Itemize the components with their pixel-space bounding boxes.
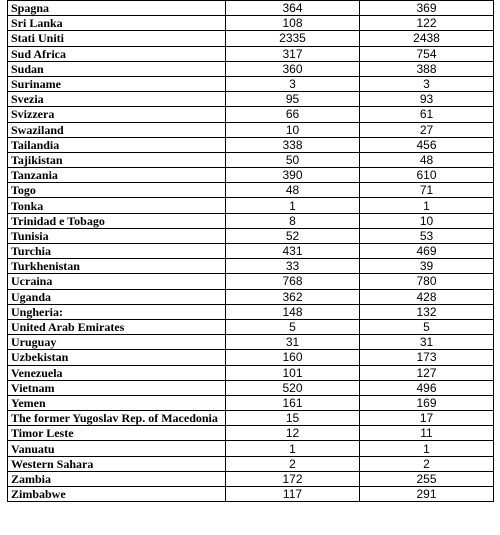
- value-cell-1: 66: [226, 107, 360, 122]
- table-row: [8, 46, 494, 61]
- table-row: [8, 137, 494, 152]
- value-cell-1: 8: [226, 213, 360, 228]
- country-cell: Svizzera: [8, 107, 226, 122]
- value-cell-1: 48: [226, 183, 360, 198]
- table-row: [8, 350, 494, 365]
- value-cell-1: 1: [226, 198, 360, 213]
- table-row: [8, 213, 494, 228]
- table-row: [8, 61, 494, 76]
- value-cell-2: 173: [360, 350, 494, 365]
- value-cell-1: 161: [226, 395, 360, 410]
- country-cell: Suriname: [8, 76, 226, 91]
- country-cell: The former Yugoslav Rep. of Macedonia: [8, 411, 226, 426]
- country-cell: Timor Leste: [8, 426, 226, 441]
- table-row: [8, 168, 494, 183]
- table-row: [8, 92, 494, 107]
- value-cell-2: 31: [360, 335, 494, 350]
- value-cell-1: 15: [226, 411, 360, 426]
- value-cell-2: 456: [360, 137, 494, 152]
- value-cell-1: 101: [226, 365, 360, 380]
- value-cell-1: 431: [226, 244, 360, 259]
- table-row: [8, 426, 494, 441]
- country-cell: Venezuela: [8, 365, 226, 380]
- country-cell: Sud Africa: [8, 46, 226, 61]
- value-cell-1: 390: [226, 168, 360, 183]
- value-cell-2: 2: [360, 456, 494, 471]
- value-cell-2: 127: [360, 365, 494, 380]
- value-cell-2: 496: [360, 380, 494, 395]
- value-cell-1: 160: [226, 350, 360, 365]
- value-cell-1: 2335: [226, 31, 360, 46]
- country-cell: Tunisia: [8, 228, 226, 243]
- country-cell: Vietnam: [8, 380, 226, 395]
- value-cell-1: 33: [226, 259, 360, 274]
- country-cell: Ungheria:: [8, 304, 226, 319]
- table-row: [8, 471, 494, 486]
- country-cell: United Arab Emirates: [8, 319, 226, 334]
- country-cell: Yemen: [8, 395, 226, 410]
- table-row: [8, 183, 494, 198]
- country-cell: Sudan: [8, 61, 226, 76]
- value-cell-2: 71: [360, 183, 494, 198]
- value-cell-1: 362: [226, 289, 360, 304]
- table-body: [8, 1, 494, 502]
- table-row: [8, 441, 494, 456]
- country-cell: Stati Uniti: [8, 31, 226, 46]
- value-cell-2: 27: [360, 122, 494, 137]
- value-cell-2: 122: [360, 16, 494, 31]
- value-cell-2: 10: [360, 213, 494, 228]
- value-cell-1: 520: [226, 380, 360, 395]
- table-row: [8, 122, 494, 137]
- country-cell: Ucraina: [8, 274, 226, 289]
- value-cell-1: 768: [226, 274, 360, 289]
- value-cell-2: 11: [360, 426, 494, 441]
- value-cell-1: 108: [226, 16, 360, 31]
- country-cell: Vanuatu: [8, 441, 226, 456]
- table-row: [8, 380, 494, 395]
- table-row: [8, 31, 494, 46]
- country-cell: Trinidad e Tobago: [8, 213, 226, 228]
- value-cell-2: 780: [360, 274, 494, 289]
- value-cell-2: 469: [360, 244, 494, 259]
- value-cell-2: 388: [360, 61, 494, 76]
- value-cell-2: 754: [360, 46, 494, 61]
- table-row: [8, 289, 494, 304]
- country-cell: Western Sahara: [8, 456, 226, 471]
- table-row: [8, 1, 494, 16]
- table-row: [8, 395, 494, 410]
- value-cell-1: 50: [226, 152, 360, 167]
- value-cell-1: 117: [226, 487, 360, 502]
- country-cell: Togo: [8, 183, 226, 198]
- table-row: [8, 198, 494, 213]
- country-cell: Tajikistan: [8, 152, 226, 167]
- value-cell-1: 5: [226, 319, 360, 334]
- country-cell: Sri Lanka: [8, 16, 226, 31]
- country-cell: Tanzania: [8, 168, 226, 183]
- table-row: [8, 365, 494, 380]
- value-cell-1: 1: [226, 441, 360, 456]
- country-cell: Turkhenistan: [8, 259, 226, 274]
- value-cell-1: 31: [226, 335, 360, 350]
- table-row: [8, 228, 494, 243]
- value-cell-1: 3: [226, 76, 360, 91]
- country-cell: Svezia: [8, 92, 226, 107]
- value-cell-2: 369: [360, 1, 494, 16]
- table-row: [8, 76, 494, 91]
- country-cell: Zambia: [8, 471, 226, 486]
- value-cell-1: 364: [226, 1, 360, 16]
- value-cell-2: 48: [360, 152, 494, 167]
- value-cell-2: 291: [360, 487, 494, 502]
- value-cell-2: 610: [360, 168, 494, 183]
- table-row: [8, 244, 494, 259]
- value-cell-2: 61: [360, 107, 494, 122]
- value-cell-1: 148: [226, 304, 360, 319]
- country-cell: Zimbabwe: [8, 487, 226, 502]
- value-cell-1: 317: [226, 46, 360, 61]
- value-cell-2: 2438: [360, 31, 494, 46]
- country-cell: Tonka: [8, 198, 226, 213]
- value-cell-1: 172: [226, 471, 360, 486]
- value-cell-2: 93: [360, 92, 494, 107]
- value-cell-2: 17: [360, 411, 494, 426]
- value-cell-2: 3: [360, 76, 494, 91]
- country-cell: Uruguay: [8, 335, 226, 350]
- country-data-table: [7, 0, 494, 502]
- country-cell: Swaziland: [8, 122, 226, 137]
- value-cell-2: 5: [360, 319, 494, 334]
- table-row: [8, 259, 494, 274]
- value-cell-1: 95: [226, 92, 360, 107]
- table-row: [8, 411, 494, 426]
- table-row: [8, 304, 494, 319]
- value-cell-2: 255: [360, 471, 494, 486]
- value-cell-1: 338: [226, 137, 360, 152]
- country-cell: Uzbekistan: [8, 350, 226, 365]
- table-row: [8, 274, 494, 289]
- country-cell: Spagna: [8, 1, 226, 16]
- value-cell-2: 1: [360, 441, 494, 456]
- country-cell: Turchia: [8, 244, 226, 259]
- table-row: [8, 487, 494, 502]
- value-cell-1: 10: [226, 122, 360, 137]
- table-row: [8, 152, 494, 167]
- country-cell: Tailandia: [8, 137, 226, 152]
- value-cell-1: 2: [226, 456, 360, 471]
- table-row: [8, 107, 494, 122]
- value-cell-1: 12: [226, 426, 360, 441]
- value-cell-1: 360: [226, 61, 360, 76]
- table-row: [8, 16, 494, 31]
- table-row: [8, 456, 494, 471]
- value-cell-2: 132: [360, 304, 494, 319]
- value-cell-2: 169: [360, 395, 494, 410]
- value-cell-2: 39: [360, 259, 494, 274]
- table-row: [8, 335, 494, 350]
- value-cell-1: 52: [226, 228, 360, 243]
- value-cell-2: 428: [360, 289, 494, 304]
- country-cell: Uganda: [8, 289, 226, 304]
- table-row: [8, 319, 494, 334]
- value-cell-2: 53: [360, 228, 494, 243]
- value-cell-2: 1: [360, 198, 494, 213]
